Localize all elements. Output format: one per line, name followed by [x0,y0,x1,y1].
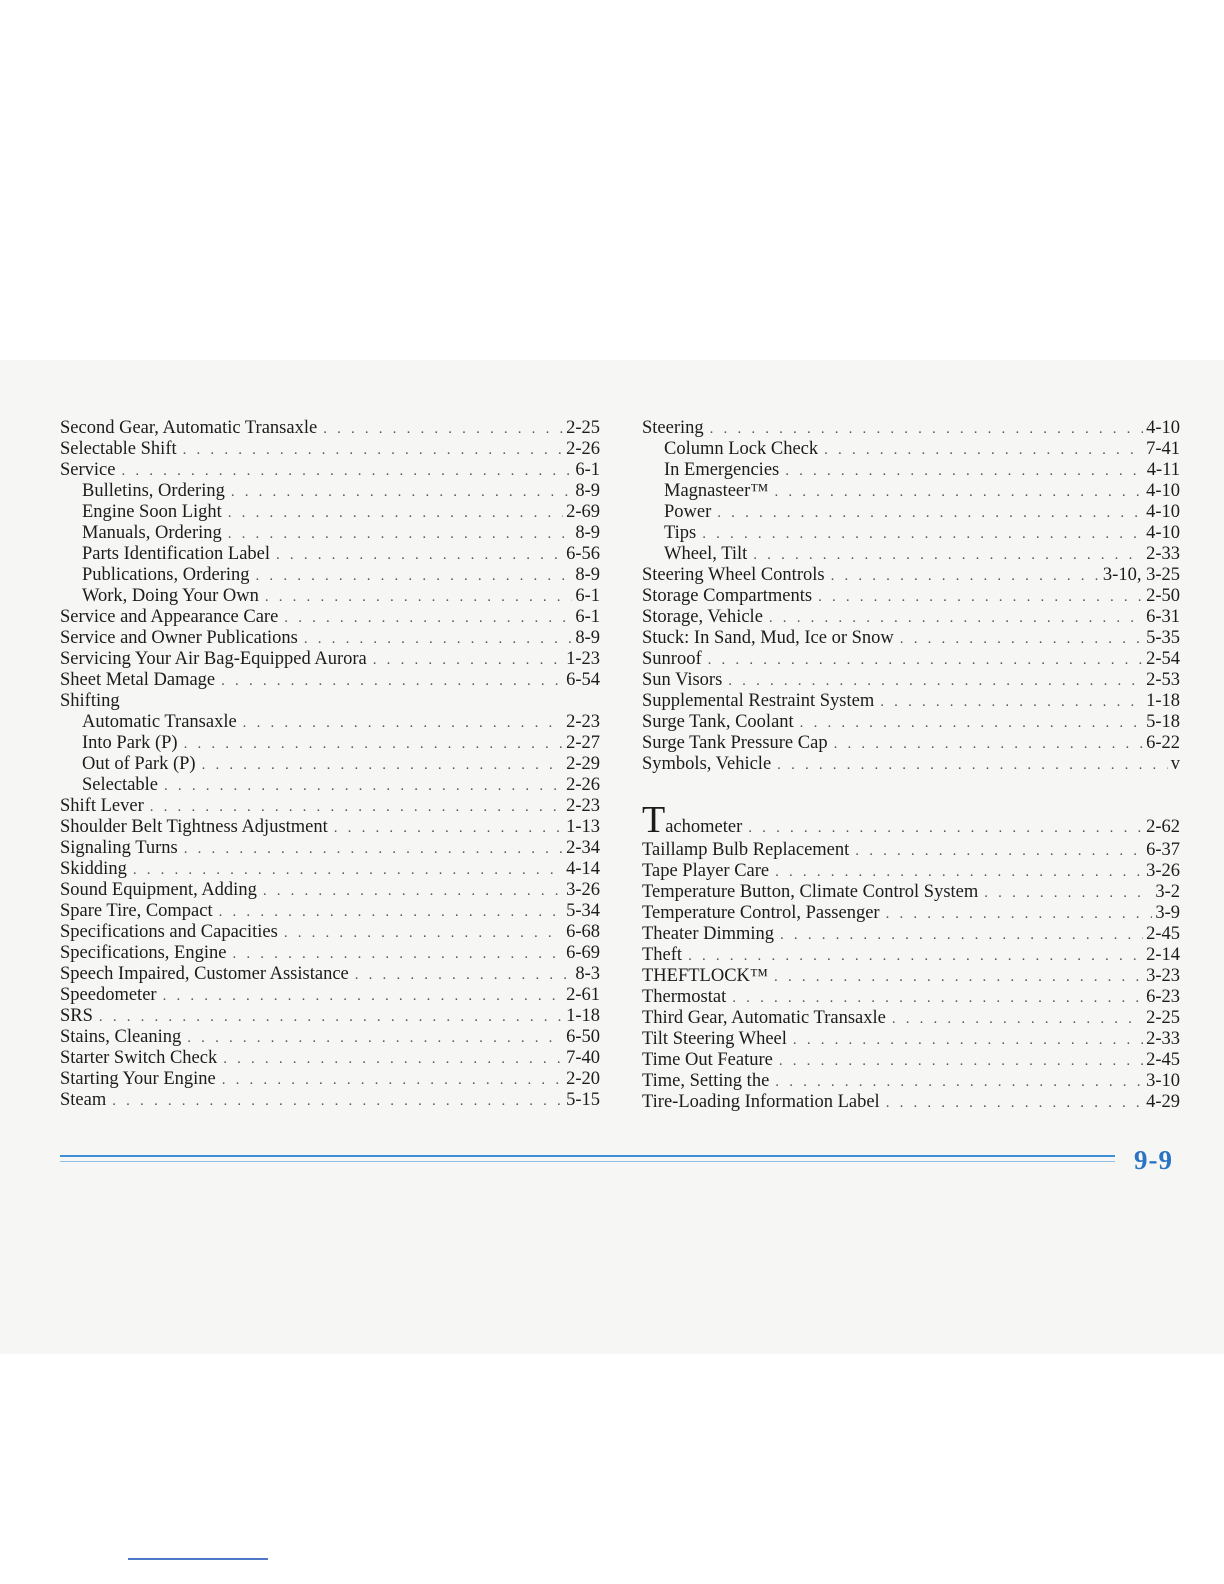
dot-leader [793,1030,1143,1051]
index-subentry [642,502,1180,523]
index-column-left [60,418,600,1111]
dot-leader [774,967,1143,988]
dot-leader [256,566,573,587]
entry-page: 3-10, 3-25 [1102,565,1180,585]
entry-page: 6-68 [566,922,600,942]
dot-leader [728,671,1143,692]
index-entry [642,691,1180,712]
index-entry [60,1090,600,1111]
entry-label-text: achometer [665,817,743,837]
dot-leader [753,545,1143,566]
dot-leader [150,797,563,818]
entry-label: Stuck: In Sand, Mud, Ice or Snow [642,628,894,648]
entry-label: SRS [60,1006,93,1026]
index-entry [642,924,1180,945]
entry-page: 3-9 [1155,903,1180,923]
entry-page: 5-18 [1146,712,1180,732]
dot-leader [818,587,1143,608]
index-entry [642,945,1180,966]
entry-label: Surge Tank Pressure Cap [642,733,828,753]
entry-page: 2-26 [566,439,600,459]
index-subentry [60,712,600,733]
dot-leader [184,734,564,755]
entry-label: Manuals, Ordering [82,523,222,543]
entry-page: v [1170,754,1180,774]
entry-label: In Emergencies [664,460,780,480]
entry-page: 2-45 [1146,924,1180,944]
dot-leader [900,629,1143,650]
index-entry [60,964,600,985]
entry-label: Stains, Cleaning [60,1027,182,1047]
index-entry [642,799,1180,841]
dot-leader [800,713,1143,734]
entry-label: Sunroof [642,649,702,669]
entry-label: THEFTLOCK™ [642,966,769,986]
entry-page: 3-23 [1146,966,1180,986]
dot-leader [228,524,573,545]
dot-leader [222,1070,563,1091]
index-entry [642,586,1180,607]
entry-page: 6-1 [575,586,600,606]
index-subentry [60,733,600,754]
entry-label: Sun Visors [642,670,723,690]
dot-leader [688,946,1143,967]
index-entry [60,922,600,943]
dot-leader [834,734,1144,755]
entry-page: 3-26 [566,880,600,900]
entry-page: 2-53 [1146,670,1180,690]
entry-label: Third Gear, Automatic Transaxle [642,1008,886,1028]
entry-label: Surge Tank, Coolant [642,712,794,732]
entry-label: Skidding [60,859,127,879]
dot-leader [223,1049,563,1070]
entry-label: Automatic Transaxle [82,712,237,732]
entry-label: Steering Wheel Controls [642,565,825,585]
index-entry [60,1027,600,1048]
dot-leader [779,1051,1143,1072]
index-entry [642,1071,1180,1092]
index-entry [60,628,600,649]
dot-leader [221,671,563,692]
dot-leader [775,1072,1143,1093]
entry-page: 8-9 [575,628,600,648]
entry-label: Shoulder Belt Tightness Adjustment [60,817,328,837]
entry-page: 1-18 [566,1006,600,1026]
entry-page: 2-50 [1146,586,1180,606]
entry-label: Tips [664,523,697,543]
index-entry [642,987,1180,1008]
entry-label: Tilt Steering Wheel [642,1029,787,1049]
entry-page: 7-41 [1146,439,1180,459]
index-entry [60,418,600,439]
index-entry [60,460,600,481]
entry-label: Theater Dimming [642,924,775,944]
index-subentry [642,544,1180,565]
index-entry [642,1008,1180,1029]
dot-leader [702,524,1143,545]
entry-label: Out of Park (P) [82,754,196,774]
entry-label: Service [60,460,116,480]
entry-page: 4-10 [1146,481,1180,501]
index-entry [642,882,1180,903]
entry-label: Speedometer [60,985,157,1005]
entry-label: Wheel, Tilt [664,544,748,564]
dot-leader [886,1093,1143,1114]
index-column-right [642,418,1180,1113]
dot-leader [880,692,1143,713]
entry-label: Publications, Ordering [82,565,250,585]
entry-page: 6-69 [566,943,600,963]
index-heading: Shifting [60,691,120,711]
entry-label: Steam [60,1090,107,1110]
entry-label: Symbols, Vehicle [642,754,772,774]
entry-label: Second Gear, Automatic Transaxle [60,418,318,438]
entry-page: 2-23 [566,712,600,732]
dot-leader [774,482,1143,503]
index-entry [60,670,600,691]
entry-label [642,799,743,841]
section-initial-letter: T [642,799,666,841]
entry-page: 2-25 [1146,1008,1180,1028]
entry-page: 2-27 [566,733,600,753]
dot-leader [243,713,563,734]
entry-page: 2-33 [1146,1029,1180,1049]
entry-page: 4-11 [1146,460,1180,480]
entry-label: Starting Your Engine [60,1069,216,1089]
entry-label: Speech Impaired, Customer Assistance [60,964,349,984]
dot-leader [284,923,563,944]
dot-leader [187,1028,563,1049]
entry-label: Work, Doing Your Own [82,586,259,606]
entry-page: 6-23 [1146,987,1180,1007]
entry-page: 6-50 [566,1027,600,1047]
index-entry [642,840,1180,861]
entry-page: 2-26 [566,775,600,795]
entry-page: 8-3 [575,964,600,984]
entry-label: Storage, Vehicle [642,607,763,627]
dot-leader [133,860,563,881]
entry-label: Servicing Your Air Bag-Equipped Aurora [60,649,367,669]
dot-leader [886,904,1153,925]
page-number: 9-9 [1134,1145,1173,1175]
dot-leader [780,925,1143,946]
index-entry [642,565,1180,586]
entry-page: 5-34 [566,901,600,921]
dot-leader [334,818,563,839]
index-entry [60,1048,600,1069]
entry-label: Engine Soon Light [82,502,222,522]
entry-page: 4-29 [1146,1092,1180,1112]
index-entry [642,418,1180,439]
index-entry [60,859,600,880]
dot-leader [163,986,564,1007]
entry-label: Signaling Turns [60,838,178,858]
entry-label: Thermostat [642,987,727,1007]
dot-leader [228,503,563,524]
entry-label: Tire-Loading Information Label [642,1092,880,1112]
dot-leader [231,482,572,503]
entry-label: Selectable Shift [60,439,177,459]
index-entry [642,903,1180,924]
dot-leader [777,755,1168,776]
entry-label: Power [664,502,712,522]
index-subentry [60,586,600,607]
entry-page: 3-26 [1146,861,1180,881]
entry-label: Specifications, Engine [60,943,227,963]
entry-page: 2-69 [566,502,600,522]
dot-leader [202,755,564,776]
entry-label: Tape Player Care [642,861,770,881]
entry-page: 6-37 [1146,840,1180,860]
entry-page: 2-20 [566,1069,600,1089]
entry-label: Bulletins, Ordering [82,481,225,501]
index-subentry [60,754,600,775]
entry-page: 4-14 [566,859,600,879]
dot-leader [183,440,563,461]
entry-page: 6-22 [1146,733,1180,753]
dot-leader [775,862,1143,883]
index-subentry [60,523,600,544]
dot-leader [284,608,572,629]
index-entry [60,1069,600,1090]
entry-label: Column Lock Check [664,439,819,459]
index-entry [642,733,1180,754]
entry-label: Temperature Button, Climate Control System [642,882,979,902]
dot-leader [708,650,1143,671]
entry-label: Taillamp Bulb Replacement [642,840,850,860]
index-entry [642,1092,1180,1113]
index-entry [642,607,1180,628]
entry-label: Sound Equipment, Adding [60,880,257,900]
entry-page: 5-15 [566,1090,600,1110]
entry-page: 5-35 [1146,628,1180,648]
entry-page: 6-1 [575,460,600,480]
dot-leader [355,965,573,986]
entry-label: Sheet Metal Damage [60,670,216,690]
index-subentry [60,544,600,565]
index-entry [60,796,600,817]
entry-label: Temperature Control, Passenger [642,903,880,923]
entry-label: Time Out Feature [642,1050,773,1070]
entry-label: Parts Identification Label [82,544,271,564]
separator-rule-thin [60,1161,1115,1162]
dot-leader [121,461,572,482]
entry-page: 2-34 [566,838,600,858]
entry-label: Selectable [82,775,159,795]
index-entry [60,838,600,859]
entry-label: Magnasteer™ [664,481,769,501]
dot-leader [232,944,563,965]
index-subentry [60,565,600,586]
dot-leader [323,419,563,440]
dot-leader [831,566,1100,587]
entry-label: Shift Lever [60,796,144,816]
entry-label: Supplemental Restraint System [642,691,875,711]
dot-leader [265,587,572,608]
index-subentry [60,481,600,502]
dot-leader [855,841,1143,862]
entry-page: 2-23 [566,796,600,816]
entry-page: 1-23 [566,649,600,669]
entry-page: 2-61 [566,985,600,1005]
dot-leader [824,440,1143,461]
dot-leader [304,629,572,650]
dot-leader [785,461,1144,482]
entry-page: 6-56 [566,544,600,564]
index-entry [60,607,600,628]
entry-label: Spare Tire, Compact [60,901,213,921]
section-gap [642,775,1180,810]
entry-page: 2-25 [566,418,600,438]
index-entry [642,966,1180,987]
entry-page: 6-54 [566,670,600,690]
dot-leader [748,818,1143,839]
index-entry [60,817,600,838]
dot-leader [276,545,563,566]
index-entry [60,880,600,901]
entry-label: Time, Setting the [642,1071,770,1091]
index-subentry [642,481,1180,502]
entry-label: Specifications and Capacities [60,922,278,942]
entry-page: 1-18 [1146,691,1180,711]
index-subentry [642,439,1180,460]
index-entry [642,649,1180,670]
index-subentry [642,460,1180,481]
entry-page: 8-9 [575,523,600,543]
dot-leader [219,902,563,923]
entry-label: Service and Owner Publications [60,628,298,648]
index-entry [60,649,600,670]
index-entry [642,712,1180,733]
entry-label: Into Park (P) [82,733,178,753]
entry-label: Theft [642,945,683,965]
dot-leader [373,650,563,671]
index-entry [642,861,1180,882]
dot-leader [769,608,1143,629]
entry-page: 6-31 [1146,607,1180,627]
dot-leader [710,419,1143,440]
entry-page: 2-54 [1146,649,1180,669]
separator-rule [60,1155,1115,1157]
entry-label: Steering [642,418,704,438]
entry-label: Service and Appearance Care [60,607,279,627]
footer-rule [128,1558,268,1560]
entry-page: 4-10 [1146,502,1180,522]
entry-page: 7-40 [566,1048,600,1068]
entry-page: 2-33 [1146,544,1180,564]
entry-page: 4-10 [1146,418,1180,438]
entry-page: 2-29 [566,754,600,774]
index-entry [642,754,1180,775]
index-entry [60,1006,600,1027]
index-subentry [642,523,1180,544]
entry-page: 8-9 [575,565,600,585]
dot-leader [892,1009,1143,1030]
index-entry [60,901,600,922]
entry-label: Starter Switch Check [60,1048,218,1068]
dot-leader [184,839,563,860]
index-entry [60,439,600,460]
index-entry [60,985,600,1006]
entry-page: 2-45 [1146,1050,1180,1070]
index-entry [642,1050,1180,1071]
dot-leader [263,881,563,902]
entry-page: 1-13 [566,817,600,837]
index-entry [60,943,600,964]
dot-leader [984,883,1152,904]
entry-label: Storage Compartments [642,586,813,606]
dot-leader [732,988,1143,1009]
dot-leader [99,1007,563,1028]
dot-leader [717,503,1143,524]
index-subentry [60,502,600,523]
index-subentry [60,775,600,796]
index-entry [642,1029,1180,1050]
entry-page: 4-10 [1146,523,1180,543]
entry-page: 6-1 [575,607,600,627]
entry-page: 2-14 [1146,945,1180,965]
entry-page: 8-9 [575,481,600,501]
dot-leader [112,1091,563,1112]
entry-page: 2-62 [1146,817,1180,837]
index-entry [642,670,1180,691]
entry-page: 3-10 [1146,1071,1180,1091]
entry-page: 3-2 [1155,882,1180,902]
dot-leader [164,776,563,797]
index-entry [642,628,1180,649]
